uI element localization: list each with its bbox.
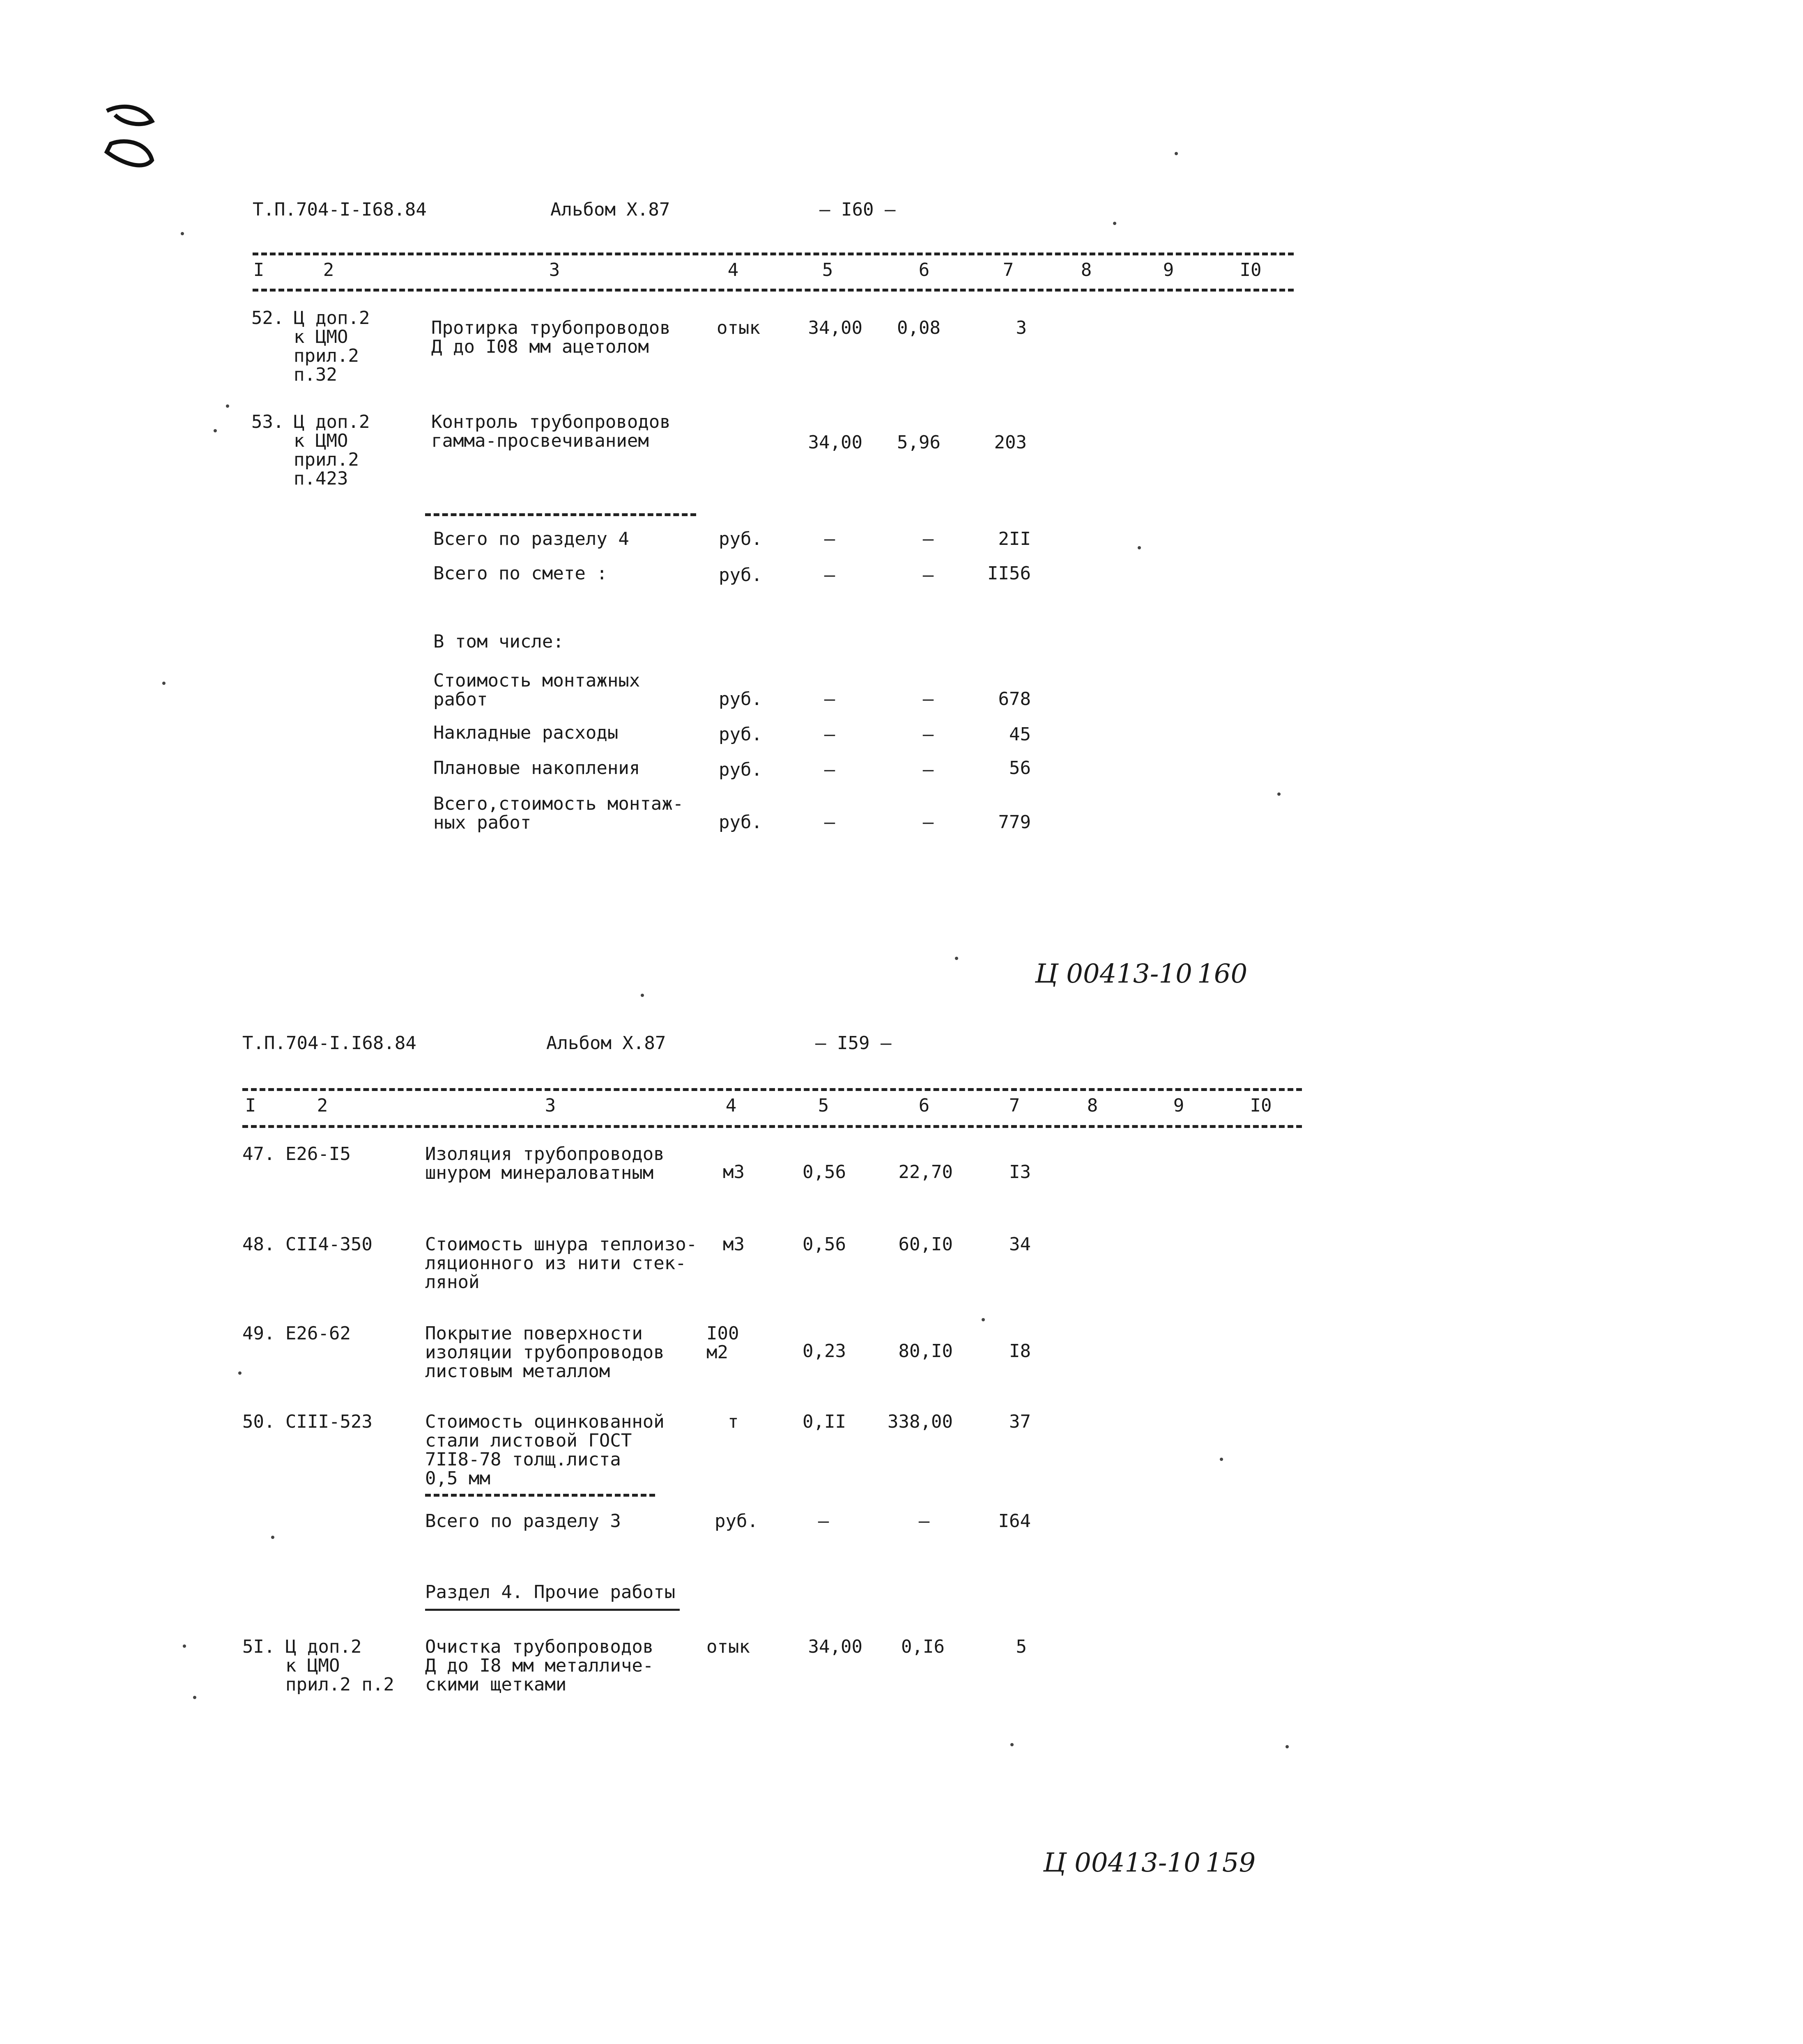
row-number: 5I.: [242, 1636, 275, 1657]
archive-stamp-code: Ц 00413-10: [1035, 959, 1192, 989]
row-quantity: 0,56: [803, 1234, 846, 1255]
row-quantity: 34,00: [808, 432, 862, 453]
breakdown-unit: руб.: [719, 759, 762, 780]
doc-code: Т.П.704-I.I68.84: [242, 1033, 416, 1054]
row-total: 5: [1016, 1636, 1027, 1657]
scan-speck: [1138, 546, 1141, 549]
breakdown-total: 678: [998, 689, 1031, 710]
col-header-5: 5: [822, 260, 833, 280]
row-description: Покрытие поверхности изоляции трубопроводов листовым металлом: [425, 1323, 665, 1382]
row-quantity: 34,00: [808, 1636, 862, 1657]
summary-qty: –: [818, 1511, 829, 1532]
scan-speck: [214, 429, 217, 432]
col-header-3: 3: [549, 260, 560, 280]
breakdown-label: Плановые накопления: [433, 758, 640, 779]
scan-speck: [162, 682, 166, 685]
row-unit: м3: [723, 1234, 745, 1255]
summary-unit: руб.: [719, 565, 762, 586]
table-rule-header: [242, 1125, 1302, 1128]
scan-speck: [1113, 222, 1116, 225]
col-header-7: 7: [1009, 1095, 1020, 1116]
scan-speck: [193, 1696, 196, 1699]
scan-speck: [183, 1644, 186, 1648]
row-unit: отык: [706, 1636, 750, 1657]
col-header-7: 7: [1003, 260, 1014, 280]
breakdown-price: –: [922, 812, 934, 833]
summary-qty: –: [824, 565, 835, 586]
breakdown-qty: –: [824, 812, 835, 833]
summary-label: Всего по смете :: [433, 563, 607, 584]
row-quantity: 34,00: [808, 317, 862, 338]
summary-unit: руб.: [719, 528, 762, 549]
row-price: 0,I6: [901, 1636, 945, 1657]
col-header-2: 2: [317, 1095, 328, 1116]
row-code: Е26-62: [285, 1323, 351, 1344]
breakdown-unit: руб.: [719, 689, 762, 710]
summary-qty: –: [824, 528, 835, 549]
row-unit: м3: [723, 1162, 745, 1183]
row-total: I8: [1009, 1341, 1031, 1362]
summary-unit: руб.: [715, 1511, 758, 1532]
row-unit: т: [728, 1411, 739, 1432]
album-label: Альбом X.87: [546, 1033, 666, 1054]
row-unit: отык: [717, 317, 760, 338]
row-total: 3: [1016, 317, 1027, 338]
breakdown-unit: руб.: [719, 812, 762, 833]
breakdown-total: 56: [1009, 758, 1031, 779]
summary-price: –: [922, 528, 934, 549]
table-rule-top: [242, 1088, 1302, 1091]
album-label: Альбом X.87: [550, 199, 670, 220]
row-code: Ц доп.2 к ЦМО прил.2 п.32: [294, 308, 370, 385]
col-header-6: 6: [918, 1095, 930, 1116]
summary-label: Всего по разделу 4: [433, 528, 629, 549]
row-price: 80,I0: [898, 1341, 953, 1362]
table-rule-top: [253, 253, 1294, 255]
summary-label: Всего по разделу 3: [425, 1511, 621, 1532]
including-label: В том числе:: [433, 631, 564, 652]
row-price: 5,96: [897, 432, 941, 453]
breakdown-total: 45: [1009, 724, 1031, 745]
breakdown-qty: –: [824, 724, 835, 745]
row-quantity: 0,56: [803, 1162, 846, 1183]
breakdown-label: Стоимость монтажных работ: [433, 670, 640, 710]
row-description: Изоляция трубопроводов шнуром минераловатным: [425, 1144, 665, 1183]
subtotal-rule: [425, 1494, 655, 1497]
scan-speck: [641, 994, 644, 997]
breakdown-unit: руб.: [719, 724, 762, 745]
section-title: Раздел 4. Прочие работы: [425, 1582, 676, 1603]
col-header-1: I: [245, 1095, 256, 1116]
row-total: 37: [1009, 1411, 1031, 1432]
breakdown-price: –: [922, 689, 934, 710]
row-code: Е26-I5: [285, 1144, 351, 1164]
col-header-10: I0: [1240, 260, 1262, 280]
row-description: Стоимость оцинкованной стали листовой ГОСТ 7II8-78 толщ.листа 0,5 мм: [425, 1411, 665, 1489]
row-number: 48.: [242, 1234, 275, 1255]
scan-speck: [1286, 1745, 1289, 1748]
row-price: 22,70: [898, 1162, 953, 1183]
summary-total: I64: [998, 1511, 1031, 1532]
scan-speck: [1277, 792, 1281, 796]
row-unit: I00 м2: [706, 1323, 739, 1363]
row-code: СII4-350: [285, 1234, 373, 1255]
row-price: 60,I0: [898, 1234, 953, 1255]
scan-speck: [982, 1318, 985, 1321]
row-description: Очистка трубопроводов Д до I8 мм металличе- скими щетками: [425, 1636, 654, 1695]
col-header-3: 3: [545, 1095, 556, 1116]
col-header-8: 8: [1081, 260, 1092, 280]
section-title-underline: [425, 1609, 680, 1611]
scan-speck: [955, 957, 958, 960]
scan-speck: [271, 1536, 274, 1539]
row-code: Ц доп.2 к ЦМО прил.2 п.2: [285, 1636, 394, 1695]
row-number: 49.: [242, 1323, 275, 1344]
row-total: 34: [1009, 1234, 1031, 1255]
row-description: Контроль трубопроводов гамма-просвечиванием: [431, 411, 671, 451]
row-total: I3: [1009, 1162, 1031, 1183]
archive-stamp-page: 159: [1205, 1848, 1256, 1878]
col-header-10: I0: [1250, 1095, 1272, 1116]
doc-code: Т.П.704-I-I68.84: [253, 199, 427, 220]
archive-stamp-code: Ц 00413-10: [1043, 1848, 1200, 1878]
breakdown-label: Накладные расходы: [433, 722, 619, 743]
col-header-5: 5: [818, 1095, 829, 1116]
breakdown-qty: –: [824, 759, 835, 780]
breakdown-label: Всего,стоимость монтаж- ных работ: [433, 793, 684, 833]
row-quantity: 0,II: [803, 1411, 846, 1432]
scan-speck: [226, 404, 229, 408]
scan-speck: [1010, 1743, 1014, 1746]
row-code: СIII-523: [285, 1411, 373, 1432]
summary-total: 2II: [998, 528, 1031, 549]
page-number: – I59 –: [815, 1033, 892, 1054]
row-price: 0,08: [897, 317, 941, 338]
breakdown-price: –: [922, 724, 934, 745]
breakdown-qty: –: [824, 689, 835, 710]
row-code: Ц доп.2 к ЦМО прил.2 п.423: [294, 411, 370, 489]
page-number: – I60 –: [819, 199, 896, 220]
row-number: 52.: [251, 308, 284, 328]
scan-speck: [1220, 1458, 1223, 1461]
row-number: 50.: [242, 1411, 275, 1432]
corner-handwritten-mark: [99, 99, 164, 181]
summary-price: –: [918, 1511, 930, 1532]
summary-total: II56: [987, 563, 1031, 584]
scan-speck: [181, 232, 184, 235]
scan-speck: [1175, 152, 1178, 155]
col-header-4: 4: [725, 1095, 737, 1116]
row-number: 53.: [251, 411, 284, 432]
scan-speck: [238, 1371, 241, 1375]
row-quantity: 0,23: [803, 1341, 846, 1362]
row-number: 47.: [242, 1144, 275, 1164]
col-header-1: I: [253, 260, 264, 280]
subtotal-rule: [425, 513, 696, 516]
row-total: 203: [994, 432, 1027, 453]
col-header-6: 6: [918, 260, 930, 280]
summary-price: –: [922, 565, 934, 586]
row-price: 338,00: [888, 1411, 953, 1432]
col-header-9: 9: [1173, 1095, 1184, 1116]
col-header-4: 4: [727, 260, 739, 280]
breakdown-price: –: [922, 759, 934, 780]
row-description: Протирка трубопроводов Д до I08 мм ацетолом: [431, 317, 671, 357]
breakdown-total: 779: [998, 812, 1031, 833]
table-rule-header: [253, 289, 1294, 292]
col-header-9: 9: [1163, 260, 1174, 280]
row-description: Стоимость шнура теплоизо- ляционного из нити стек- ляной: [425, 1234, 697, 1293]
archive-stamp-page: 160: [1197, 959, 1248, 989]
col-header-8: 8: [1087, 1095, 1098, 1116]
col-header-2: 2: [323, 260, 334, 280]
